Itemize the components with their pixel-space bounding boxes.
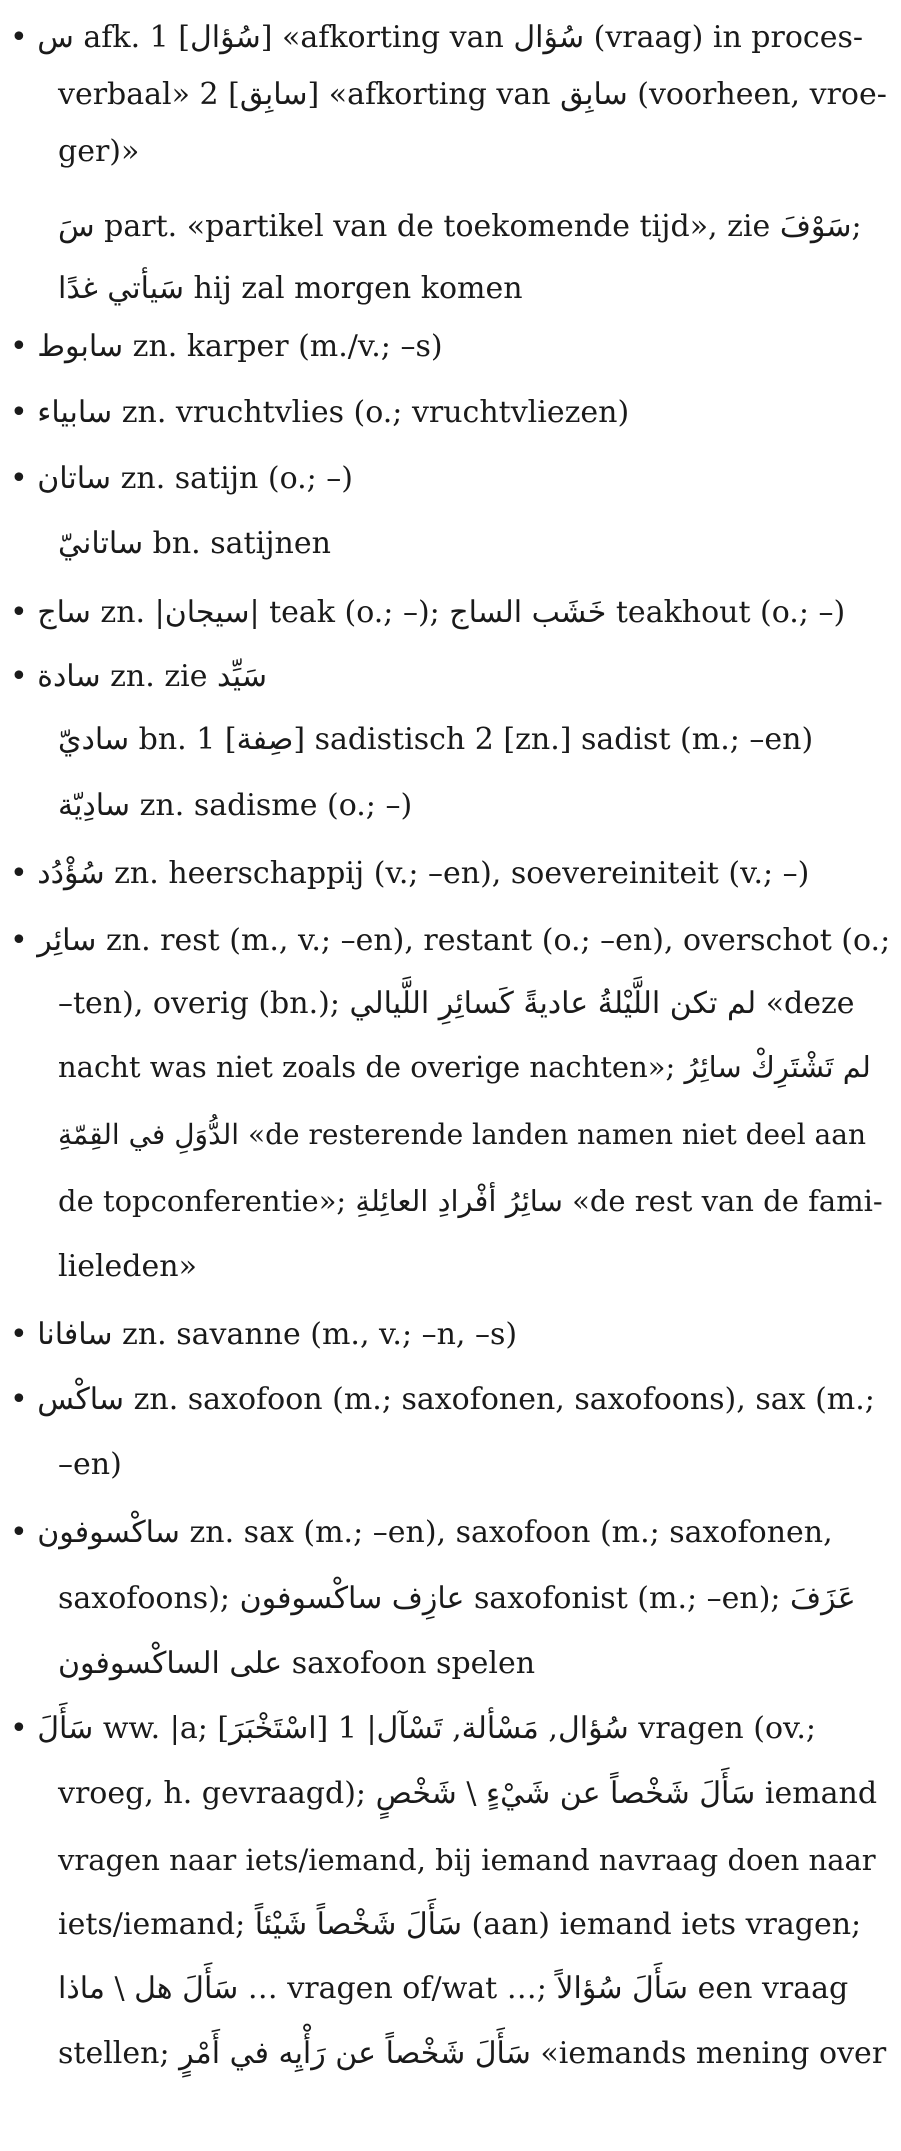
entry-line: على الساكْسوفون saxofoon spelen — [58, 1646, 536, 1681]
entry-line: ger)» — [58, 134, 140, 169]
entry-line: • س afk. 1 [سُؤال] «afkorting van سُؤال (vraag) in proces- — [10, 20, 864, 55]
entry-line: • سُؤْدُد zn. heerschappij (v.; –en), soevereiniteit (v.; –) — [10, 856, 810, 891]
entry-line: nacht was niet zoals de overige nachten»; لم تَشْتَرِكْ سائِرُ — [58, 1050, 871, 1084]
entry-line: • سائِر zn. rest (m., v.; –en), restant (o.; –en), overschot (o.; — [10, 923, 891, 958]
entry-line: saxofoons); عازِف ساكْسوفون saxofonist (m.; –en); عَزَفَ — [58, 1581, 856, 1616]
entry-line: • سَأَلَ ww. |a; سُؤال, مَسْألة, تَسْآل| 1 [اسْتَخْبَرَ] vragen (ov.; — [10, 1711, 817, 1746]
entry-line: • ساج zn. |سيجان| teak (o.; –); خَشَب الساج teakhout (o.; –) — [10, 595, 846, 630]
entry-line: • سابياء zn. vruchtvlies (o.; vruchtvliezen) — [10, 395, 630, 430]
entry-line: –ten), overig (bn.); لم تكن اللَّيْلةُ عاديةً كَسائِرِ اللَّيالي «deze — [58, 986, 855, 1021]
entry-line: • ساكْس zn. saxofoon (m.; saxofonen, saxofoons), sax (m.; — [10, 1382, 875, 1417]
entry-line: verbaal» 2 [سابِق] «afkorting van سابِق (voorheen, vroe- — [58, 77, 887, 112]
entry-line: • ساكْسوفون zn. sax (m.; –en), saxofoon (m.; saxofonen, — [10, 1515, 833, 1550]
entry-line: • سابوط zn. karper (m./v.; –s) — [10, 329, 443, 364]
entry-line: سَ part. «partikel van de toekomende tijd», zie سَوْفَ; — [58, 209, 862, 244]
entry-line: de topconferentie»; سائِرُ أفْرادِ العائِلةِ «de rest van de fami- — [58, 1184, 883, 1218]
entry-line: سَأَلَ هل \ ماذا … vragen of/wat …; سَأَلَ سُؤالاً een vraag — [58, 1971, 849, 2006]
entry-line: الدُّوَلِ في القِمّةِ «de resterende landen namen niet deel aan — [58, 1118, 866, 1151]
entry-line: –en) — [58, 1447, 122, 1482]
entry-line: ساتانيّ bn. satijnen — [58, 526, 331, 561]
entry-line: stellen; سَأَلَ شَخْصاً عن رَأْيِه في أَمْرٍ «iemands mening over — [58, 2036, 887, 2071]
entry-line: lieleden» — [58, 1249, 197, 1284]
entry-line: vragen naar iets/iemand, bij iemand navraag doen naar — [58, 1843, 876, 1877]
entry-line: سادِيّة zn. sadisme (o.; –) — [58, 788, 413, 823]
entry-line: • سافانا zn. savanne (m., v.; –n, –s) — [10, 1317, 518, 1352]
entry-line: ساديّ bn. 1 [صِفة] sadistisch 2 [zn.] sadist (m.; –en) — [58, 722, 814, 757]
entry-line: • ساتان zn. satijn (o.; –) — [10, 461, 353, 496]
entry-line: vroeg, h. gevraagd); سَأَلَ شَخْصاً عن شَيْءٍ \ شَخْصٍ iemand — [58, 1776, 878, 1811]
entry-line: iets/iemand; سَأَلَ شَخْصاً شَيْئاً (aan) iemand iets vragen; — [58, 1907, 862, 1942]
entry-line: • سادة zn. zie سَيِّد — [10, 659, 267, 694]
entry-line: سَيأتي غدًا hij zal morgen komen — [58, 271, 523, 306]
